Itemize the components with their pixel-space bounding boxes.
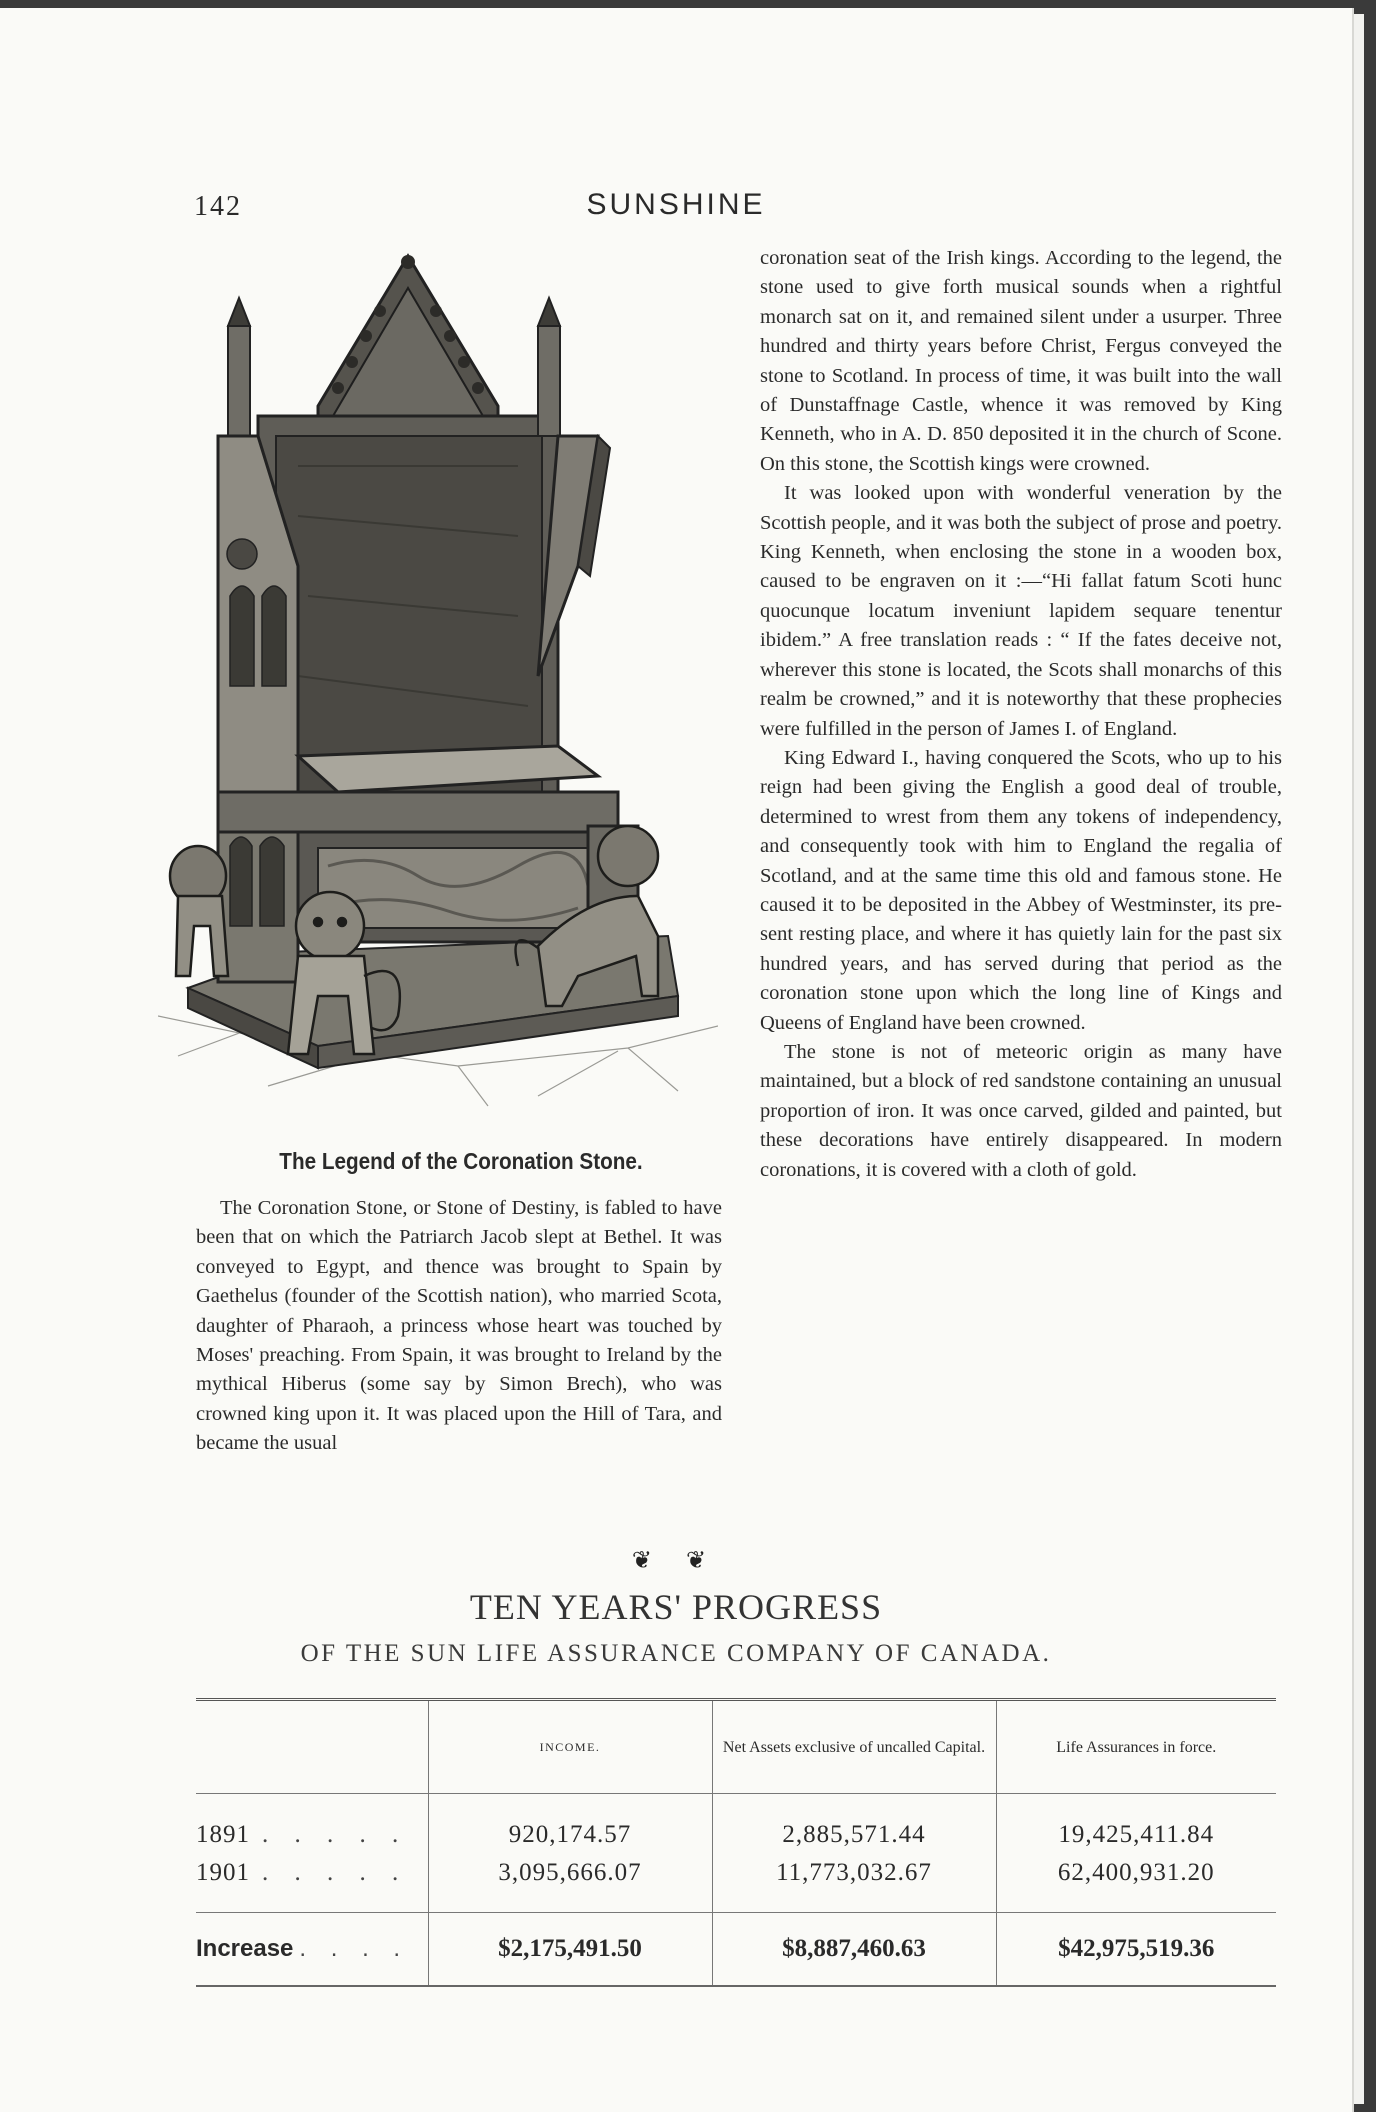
- table-header-row: [196, 1700, 1276, 1794]
- leader-dots: . . . . .: [262, 1859, 409, 1886]
- row-year-cell: [196, 1854, 428, 1913]
- income-increase-cell: $2,175,491.50: [428, 1913, 712, 1987]
- article-paragraph: King Edward I., having conquered the Scots, who up to his reign had been giving the English a good deal of trouble, determined to wrest from them any tokens of independency, and consequently took with him to England the regalia of Scotland, and at the same time this old and famous stone. He caused it to be deposited in the Abbey of Westminster, its present resting place, and where it has quietly lain for the past six hundred years, and has served during that period as the coronation stone upon which the long line of Kings and Queens of England have been crowned.: [760, 746, 1282, 1034]
- column-header-income: INCOME.: [428, 1700, 712, 1794]
- life-assurances-cell: 19,425,411.84: [996, 1794, 1276, 1855]
- article-paragraph: The stone is not of meteoric origin as many have maintained, but a block of red sandstone containing an unusual proportion of iron. It was once carved, gilded and painted, but these decorations have entirely disappeared. In modern coronations, it is covered with a cloth of gold.: [760, 1040, 1282, 1181]
- running-title: SUNSHINE: [586, 188, 766, 221]
- income-cell: 3,095,666.07: [428, 1854, 712, 1913]
- table-row: [196, 1794, 1276, 1855]
- table-row: [196, 1854, 1276, 1913]
- net-assets-increase-cell: $8,887,460.63: [712, 1913, 996, 1987]
- increase-label-cell: [196, 1913, 428, 1987]
- table-title: TEN YEARS' PROGRESS: [469, 1587, 883, 1627]
- net-assets-cell: 11,773,032.67: [712, 1854, 996, 1913]
- row-year: 1891: [196, 1821, 250, 1848]
- leader-dots: . . . . .: [262, 1821, 409, 1848]
- life-assurances-cell: 62,400,931.20: [996, 1854, 1276, 1913]
- column-header-net-assets: Net Assets exclusive of uncalled Capital.: [712, 1700, 996, 1794]
- increase-label: Increase: [196, 1935, 294, 1962]
- page-number: 142: [194, 191, 242, 222]
- row-year: 1901: [196, 1859, 250, 1886]
- section-ornament: ❦ ❦: [631, 1548, 721, 1574]
- coronation-chair-illustration: [158, 236, 718, 1136]
- column-header-life-assurances: Life Assurances in force.: [996, 1700, 1276, 1794]
- net-assets-cell: 2,885,571.44: [712, 1794, 996, 1855]
- increase-row: [196, 1913, 1276, 1987]
- row-year-cell: [196, 1794, 428, 1855]
- article-paragraph: It was looked upon with wonderful veneration by the Scottish people, and it was both the subject of prose and poetry. King Kenneth, when enclosing the stone in a wooden box, caused to be engraven on it :—“Hi fallat fatum Scoti hunc quocunque locatum inveniunt lapidem sequare tenentur ibidem.” A free translation reads : “ If the fates deceive not, wherever this stone is located, the Scots shall monarchs of this realm be crowned,” and it is noteworthy that these prophecies were fulfilled in the person of James I. of England.: [760, 482, 1282, 740]
- leader-dots: . . . .: [299, 1935, 410, 1962]
- article-title: The Legend of the Coronation Stone.: [279, 1148, 643, 1174]
- article-paragraph: coronation seat of the Irish kings. According to the legend, the stone used to give forth musical sounds when a rightful monarch sat on it, and remained silent under a usurper. Three hundred and thirty years before Christ, Fergus conveyed the stone to Scotland. In process of time, it was built into the wall of Dunstaffnage Castle, whence it was removed by King Kenneth, who in A. D. 850 deposited it in the church of Scone. On this stone, the Scottish kings were crowned.: [760, 247, 1282, 475]
- table-header-blank: [196, 1700, 428, 1794]
- magazine-page: [0, 8, 1352, 2112]
- progress-table: [196, 1698, 1276, 1987]
- income-cell: 920,174.57: [428, 1794, 712, 1855]
- article-paragraph: The Coronation Stone, or Stone of Destiny, is fabled to have been that on which the Patriarch Jacob slept at Bethel. It was conveyed to Egypt, and thence was brought to Spain by Gaethelus (founder of the Scottish nation), who married Scota, daughter of Pharaoh, a princess whose heart was touched by Moses' preaching. From Spain, it was brought to Ireland by the mythical Hiberus (some say by Simon Brech), who was crowned king upon it. It was placed upon the Hill of Tara, and became the usual: [196, 1197, 722, 1455]
- article-left-column: [196, 1194, 722, 1459]
- article-right-column: [760, 244, 1282, 1185]
- table-subtitle: OF THE SUN LIFE ASSURANCE COMPANY OF CANADA.: [300, 1640, 1052, 1667]
- life-assurances-increase-cell: $42,975,519.36: [996, 1913, 1276, 1987]
